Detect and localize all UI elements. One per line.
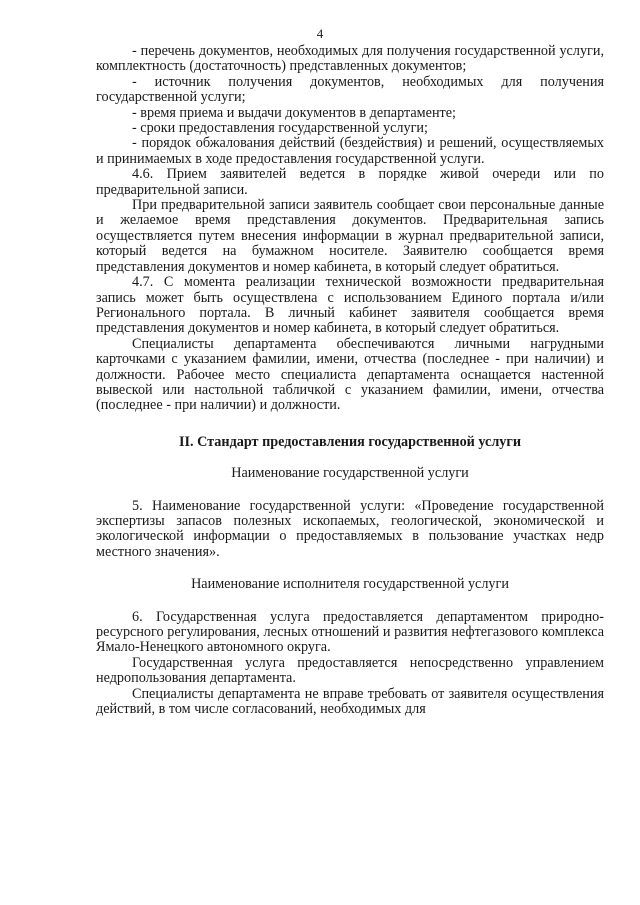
list-item-appeal-procedure: - порядок обжалования действий (бездействия) и решений, осуществляемых и принимаемых в ходе предоставления государственной услуги. — [96, 135, 604, 167]
subheading-service-name: Наименование государственной услуги — [231, 465, 469, 482]
spacer — [96, 450, 604, 466]
paragraph-subsoil-department: Государственная услуга предоставляется непосредственно управлением недропользования департамента. — [96, 654, 604, 687]
spacer — [96, 593, 604, 610]
list-item-document-source: - источник получения документов, необходимых для получения государственной услуги; — [96, 73, 604, 106]
paragraph-specialists-restrictions: Специалисты департамента не вправе требовать от заявителя осуществления действий, в том числе согласований, необходимых для — [96, 685, 604, 718]
document-body — [96, 44, 604, 717]
spacer — [96, 560, 604, 577]
paragraph-specialists-badges: Специалисты департамента обеспечиваются личными нагрудными карточками с указанием фамилии, имени, отчества (последнее - при наличии) и должности. Рабочее место специалиста департамента оснащается настенной вывеской или настольной табличкой с указанием фамилии, имени, отчества (последнее - при наличии) и должности. — [96, 335, 604, 414]
subheading-service-executor: Наименование исполнителя государственной услуги — [191, 576, 509, 593]
page-number: 4 — [316, 26, 324, 41]
paragraph-5: 5. Наименование государственной услуги: «Проведение государственной экспертизы запасов полезных ископаемых, геологической, экономической и экологической информации о предоставляемых в пользование участках недр местного значения». — [96, 497, 604, 560]
paragraph-preliminary-record: При предварительной записи заявитель сообщает свои персональные данные и желаемое время представления документов. Предварительная запись осуществляется путем внесения информации в журнал предварительной записи, который ведется на бумажном носителе. Заявителю сообщается время представления документов и номер кабинета, в который следует обратиться. — [96, 197, 604, 275]
section-title: II. Стандарт предоставления государственной услуги — [178, 433, 522, 450]
list-item-documents: - перечень документов, необходимых для получения государственной услуги, комплектность (достаточность) представленных документов; — [96, 43, 604, 75]
spacer — [96, 414, 604, 435]
list-item-reception-time: - время приема и выдачи документов в департаменте; — [132, 104, 456, 121]
paragraph-4-6: 4.6. Прием заявителей ведется в порядке живой очереди или по предварительной записи. — [96, 166, 604, 198]
paragraph-6: 6. Государственная услуга предоставляется департаментом природно-ресурсного регулирования, лесных отношений и развития нефтегазового комплекса Ямало-Ненецкого автономного округа. — [96, 608, 604, 656]
spacer — [96, 482, 604, 499]
list-item-service-terms: - сроки предоставления государственной услуги; — [132, 120, 428, 137]
paragraph-4-7: 4.7. С момента реализации технической возможности предварительная запись может быть осуществлена с использованием Единого портала и/или Регионального портала. В личный кабинет заявителя сообщается время представления документов и номер кабинета, в который следует обратиться. — [96, 274, 604, 337]
